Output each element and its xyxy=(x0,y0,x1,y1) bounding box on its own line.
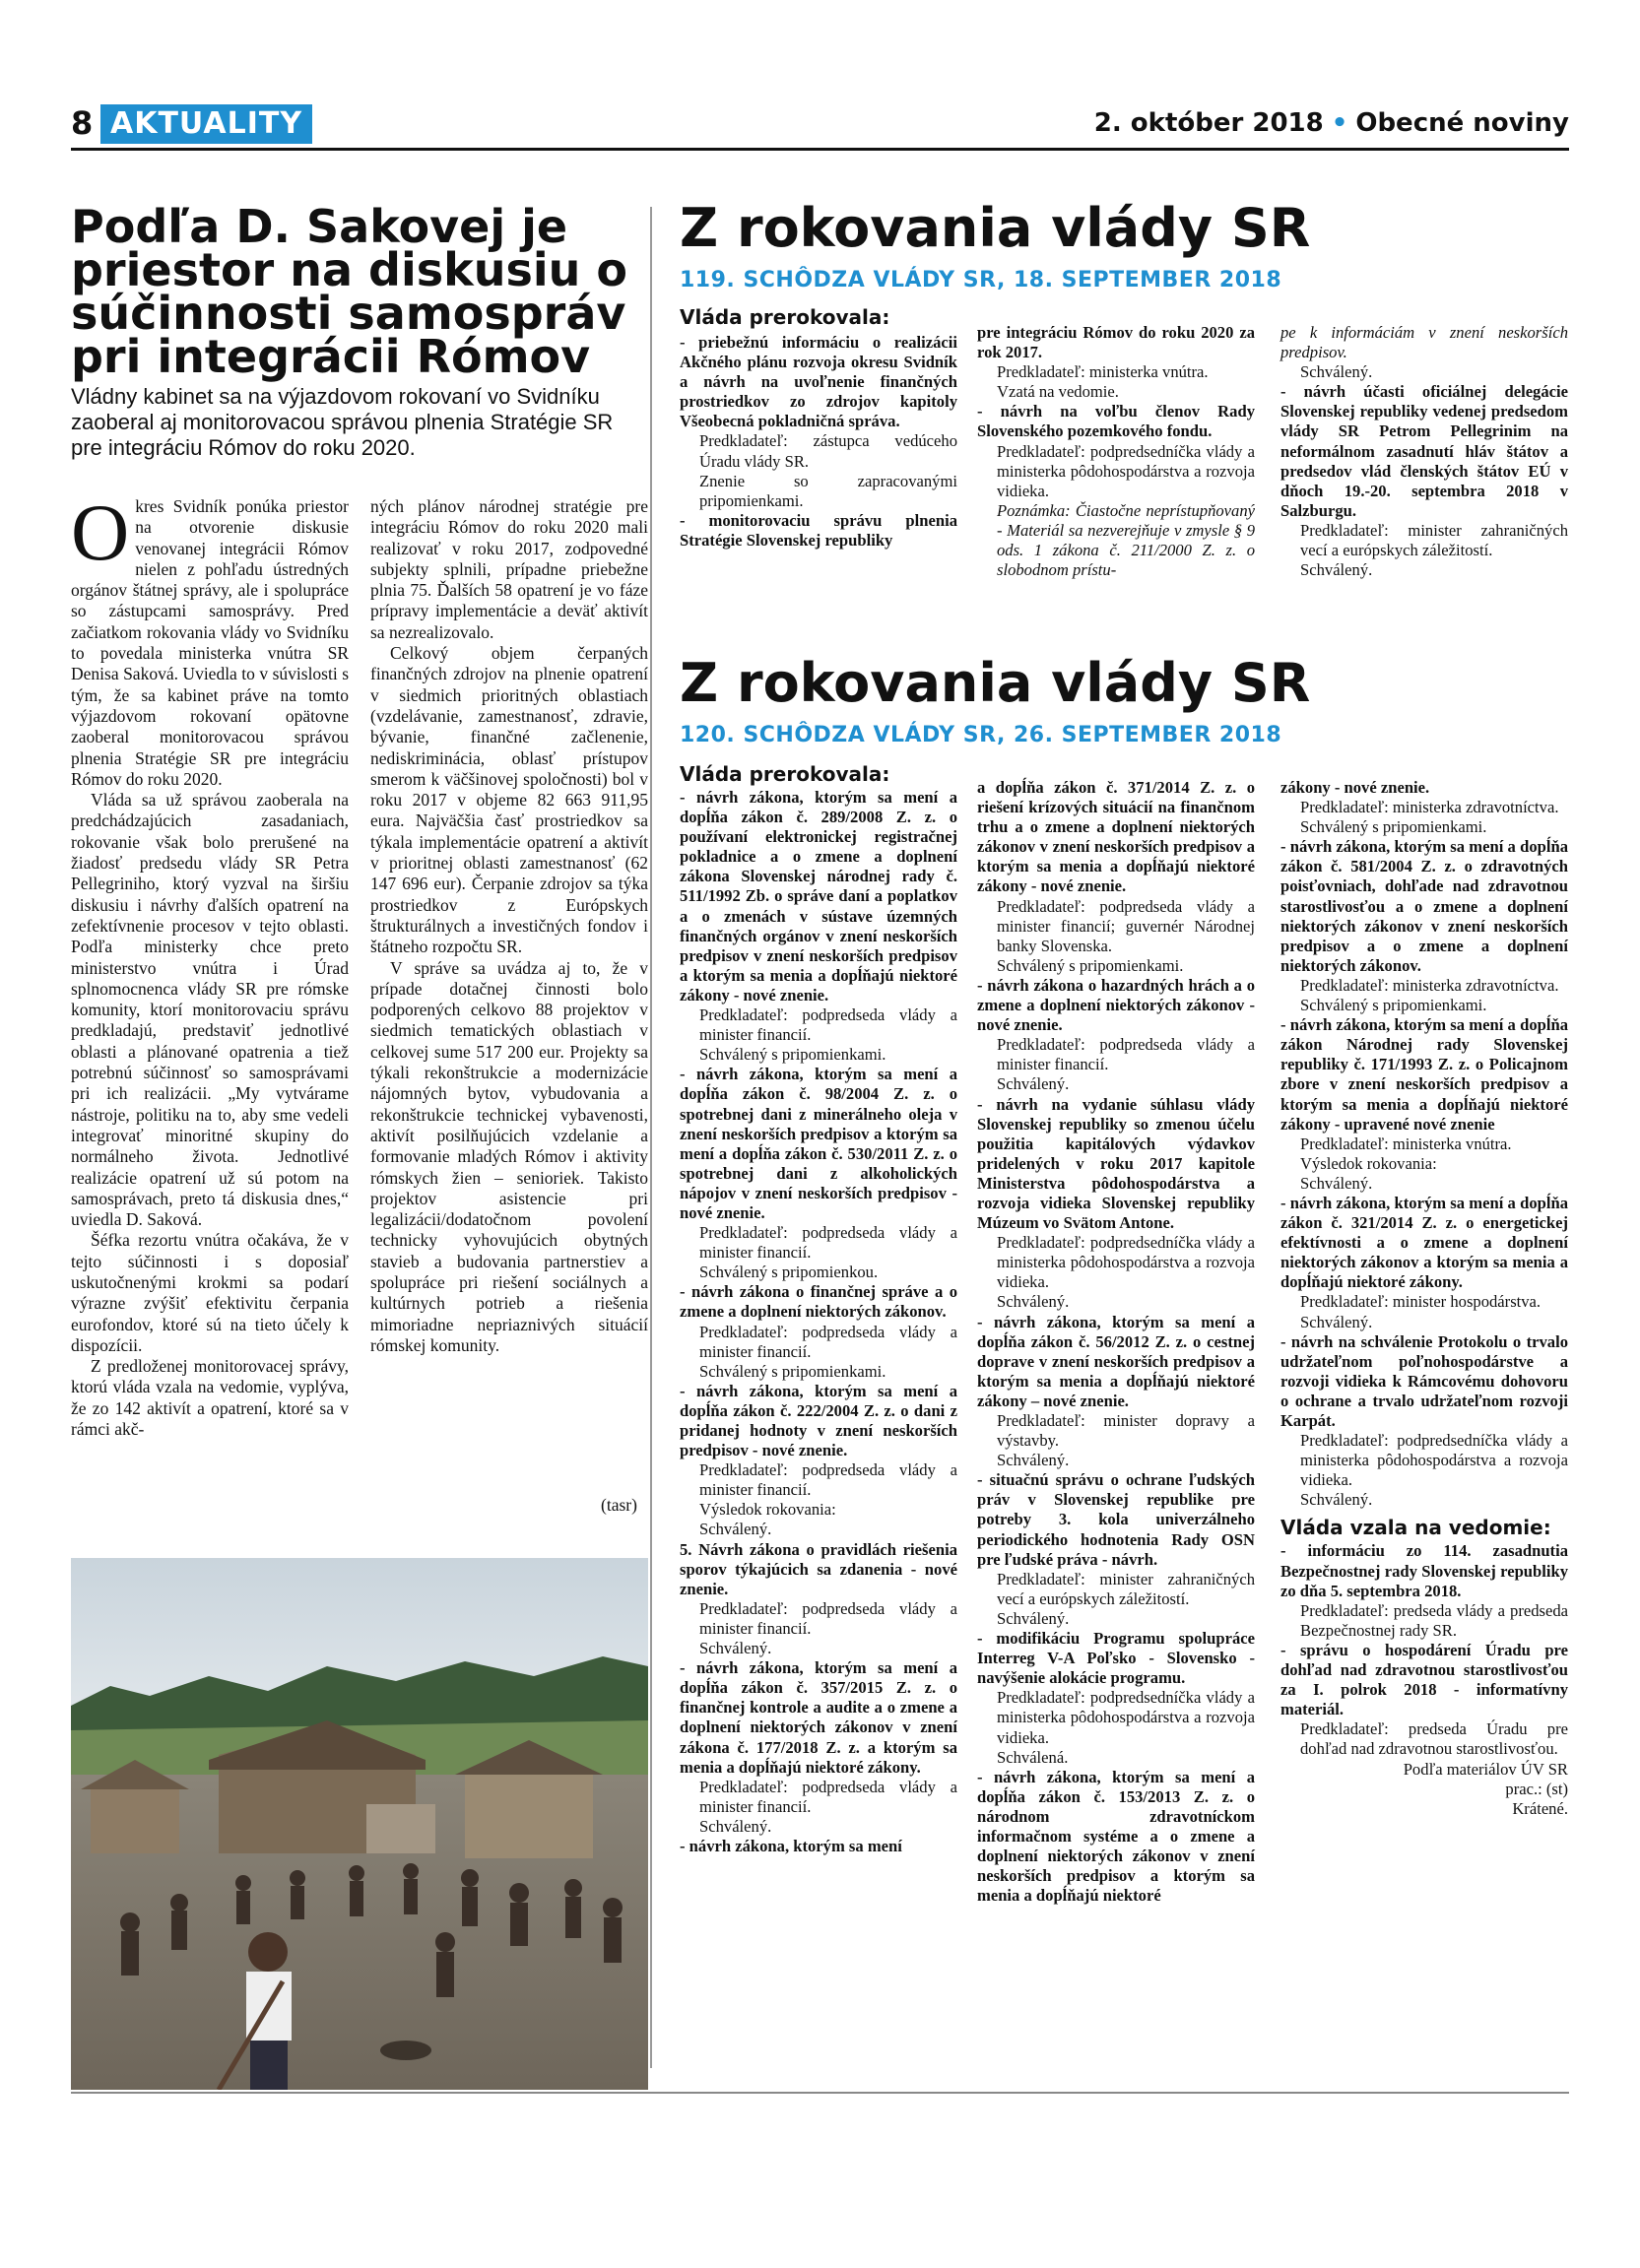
agenda-item: - návrh na vydanie súhlasu vlády Slovenskej republiky so zmenou účelu použitia kapitálových výdavkov pridelených v roku 2017 kapitole Ministerstva pôdohospodárstva a rozvoja vidieka Slovenskej republiky Múzeum vo Svätom Antone. xyxy=(977,1094,1255,1233)
paragraph: Vláda sa už správou zaoberala na predchádzajúcich zasadaniach, rokovanie však bolo prerušené na žiadosť predsedu vlády SR Petra Pellegriniho, ktorý vyzval na širšiu diskusiu i návrhy ďalších opatrení na zefektívnenie procesov v tejto oblasti. Podľa ministerky chce preto ministerstvo vnútra i Úrad splnomocnenca vlády SR pre rómske komunity, ktorí monitorovaciu správu predkladajú, predstaviť jednotlivé oblasti a plánované opatrenia a tiež potrebnú súčinnosť so samosprávami pri ich realizácii. „My vytvárame nástroje, politiku na to, aby sme vedeli integrovať minoritné skupiny do normálneho života. Jednotlivé realizácie opatrení už sú potom na samosprávach, preto tá diskusia dnes,“ uviedla D. Saková. xyxy=(71,790,349,1230)
agenda-note: Predkladateľ: ministerka vnútra. xyxy=(997,362,1209,382)
agenda-note: Schválený s pripomienkami. xyxy=(1300,996,1487,1015)
agenda-item: - správu o hospodárení Úradu pre dohľad nad zdravotnou starostlivosťou za I. polrok 2018 - informatívny materiál. xyxy=(1280,1640,1568,1719)
paragraph: Z predloženej monitorovacej správy, ktorú vláda vzala na vedomie, vyplýva, že zo 142 aktivít a opatrení, ktoré sa v rámci akč- xyxy=(71,1356,349,1440)
agenda-note: Predkladateľ: ministerka zdravotníctva. xyxy=(1300,798,1559,817)
agenda-item: 5. Návrh zákona o pravidlách riešenia sporov týkajúcich sa zdanenia - nové znenie. xyxy=(680,1539,957,1598)
agenda-note: Predkladateľ: podpredseda vlády a minister financií. xyxy=(699,1223,957,1263)
paragraph: Šéfka rezortu vnútra očakáva, že v tejto súčinnosti i s doposiaľ uskutočnenými krokmi sa podarí výrazne zvýšiť efektivitu čerpania eurofondov, ktoré sú na tieto účely k dispozícii. xyxy=(71,1230,349,1355)
session-subtitle-120: 120. SCHÔDZA VLÁDY SR, 26. SEPTEMBER 2018 xyxy=(680,723,1282,747)
agenda-note: Predkladateľ: podpredseda vlády a minister financií. xyxy=(997,1035,1255,1074)
session-119-col-1 xyxy=(680,333,957,551)
agenda-item: - modifikáciu Programu spolupráce Interreg V-A Poľsko - Slovensko - navýšenie alokácie programu. xyxy=(977,1629,1255,1688)
agenda-item: - informáciu zo 114. zasadnutia Bezpečnostnej rady Slovenskej republiky zo dňa 5. septembra 2018. xyxy=(1280,1541,1568,1600)
source-credit: Podľa materiálov ÚV SR xyxy=(1403,1759,1568,1779)
agenda-item: - priebežnú informáciu o realizácii Akčného plánu rozvoja okresu Svidník a návrh na uvoľnenie finančných prostriedkov zo zdrojov kapitoly Všeobecná pokladničná správa. xyxy=(680,333,957,431)
session-120-col-3 xyxy=(1280,778,1568,1819)
section-label: AKTUALITY xyxy=(100,104,312,144)
agenda-note: Schválený. xyxy=(1300,1490,1373,1510)
agenda-item: - návrh zákona, ktorým sa mení a dopĺňa zákon č. 321/2014 Z. z. o energetickej efektívnosti a o zmene a doplnení niektorých zákonov a ktorým sa menia a dopĺňajú niektoré zákony. xyxy=(1280,1193,1568,1292)
publication-name: Obecné noviny xyxy=(1355,108,1569,138)
agenda-note: Predkladateľ: podpredseda vlády a minister financií. xyxy=(699,1005,957,1045)
agenda-note: Výsledok rokovania: xyxy=(699,1500,836,1520)
dropcap: O xyxy=(71,487,130,577)
agenda-remark: pe k informáciám v znení neskorších predpisov. xyxy=(1280,323,1568,362)
agenda-item: - návrh zákona o finančnej správe a o zmene a doplnení niektorých zákonov. xyxy=(680,1282,957,1322)
column-divider xyxy=(650,207,652,2068)
agenda-note: Predkladateľ: podpredseda vlády a minister financií. xyxy=(699,1598,957,1638)
agenda-item: zákony - nové znenie. xyxy=(1280,778,1430,797)
agenda-note: Predkladateľ: minister hospodárstva. xyxy=(1300,1292,1542,1312)
header-rule xyxy=(71,148,1569,151)
agenda-note: Predkladateľ: minister zahraničných vecí a európskych záležitostí. xyxy=(997,1569,1255,1608)
agenda-note: Predkladateľ: podpredseda vlády a minister financií. xyxy=(699,1460,957,1500)
agenda-item: - návrh zákona o hazardných hrách a o zmene a doplnení niektorých zákonov - nové znenie. xyxy=(977,975,1255,1035)
article-lead: Vládny kabinet sa na výjazdovom rokovaní vo Svidníku zaoberal aj monitorovacou správou plnenia Stratégie SR pre integráciu Rómov do roku 2020. xyxy=(71,384,614,460)
agenda-item: a dopĺňa zákon č. 371/2014 Z. z. o riešení krízových situácií na finančnom trhu a o zmene a doplnení niektorých zákonov v znení neskorších predpisov a ktorým sa menia a dopĺňajú niektoré zákony - nové znenie. xyxy=(977,778,1255,896)
session-119-col-3 xyxy=(1280,323,1568,580)
agenda-note: Výsledok rokovania: xyxy=(1300,1153,1437,1173)
agenda-note: Predkladateľ: podpredseda vlády a minister financií. xyxy=(699,1777,957,1816)
article-column-2 xyxy=(370,496,648,1356)
agenda-note: Schválený. xyxy=(1300,362,1373,382)
page-header xyxy=(71,102,1569,146)
article-title: Podľa D. Sakovej je priestor na diskusiu o súčinnosti samospráv pri integrácii Rómov xyxy=(71,200,627,383)
agenda-note: Predkladateľ: minister dopravy a výstavby. xyxy=(997,1411,1255,1451)
heading-discussed-119: Vláda prerokovala: xyxy=(680,305,890,329)
paragraph: V správe sa uvádza aj to, že v prípade dotačnej činnosti bolo podporených celkovo 88 projektov v siedmich tematických oblastiach v celkovej sume 517 200 eur. Projekty sa týkali rekonštrukcie a modernizácie nájomných bytov, vybudovania a rekonštrukcie technickej vybavenosti, aktivít posilňujúcich vzdelanie a formovanie mladých Rómov i aktivity rómskych žien – senioriek. Takisto projektov asistencie pri legalizácii/dodatočnom povolení technicky vyhovujúcich obytných stavieb a budovania partnerstiev a spolupráce pri riešení sociálnych a kultúrnych potrieb a riešenia mimoriadne nepriaznivých situácií rómskej komunity. xyxy=(370,957,648,1355)
session-120-col-2 xyxy=(977,778,1255,1906)
agenda-item: - monitorovaciu správu plnenia Stratégie Slovenskej republiky xyxy=(680,510,957,550)
article-source: (tasr) xyxy=(601,1495,637,1515)
abridged-note: Krátené. xyxy=(1512,1798,1568,1818)
agenda-note: Vzatá na vedomie. xyxy=(997,382,1119,402)
agenda-note: Predkladateľ: podpredsedníčka vlády a ministerka pôdohospodárstva a rozvoja vidieka. xyxy=(1300,1431,1568,1490)
agenda-note: Schválený s pripomienkami. xyxy=(1300,817,1487,837)
agenda-note: Schválený. xyxy=(997,1608,1070,1628)
agenda-note: Schválený. xyxy=(699,1639,772,1658)
agenda-item: - situačnú správu o ochrane ľudských práv v Slovenskej republike pre potreby 3. kola univerzálneho periodického hodnotenia Rady OSN pre ľudské práva - návrh. xyxy=(977,1470,1255,1569)
agenda-note: Schválený. xyxy=(997,1451,1070,1470)
agenda-item: - návrh zákona, ktorým sa mení a dopĺňa zákon č. 98/2004 Z. z. o spotrebnej dani z minerálneho oleja v znení neskorších predpisov a ktorým sa mení a dopĺňa zákon č. 530/2011 Z. z. o spotrebnej dani z alkoholických nápojov v znení neskorších predpisov - nové znenie. xyxy=(680,1065,957,1222)
heading-discussed-120: Vláda prerokovala: xyxy=(680,762,890,786)
agenda-item: - návrh zákona, ktorým sa mení a dopĺňa zákon č. 56/2012 Z. z. o cestnej doprave v znení neskorších predpisov a ktorým sa menia a dopĺňajú niektoré zákony – nové znenie. xyxy=(977,1312,1255,1410)
author-credit: prac.: (st) xyxy=(1505,1779,1568,1798)
agenda-note: Predkladateľ: podpredseda vlády a minister financií. xyxy=(699,1322,957,1361)
session-subtitle-119: 119. SCHÔDZA VLÁDY SR, 18. SEPTEMBER 2018 xyxy=(680,268,1282,292)
agenda-remark: Poznámka: Čiastočne neprístupňovaný - Materiál sa nezverejňuje v zmysle § 9 ods. 1 zákona č. 211/2000 Z. z. o slobodnom prístu- xyxy=(997,500,1255,580)
article-column-1 xyxy=(71,487,349,1440)
paragraph: kres Svidník ponúka priestor na otvorenie diskusie venovanej integrácii Rómov nielen z pohľadu ústredných orgánov štátnej správy, ale i spolupráce so zástupcami samosprávy. Pred začiatkom rokovania vlády vo Svidníku to povedala ministerka vnútra SR Denisa Saková. Uviedla to v súvislosti s tým, že sa kabinet práve na tomto výjazdovom rokovaní opätovne zaoberal monitorovacou správou plnenia Stratégie SR pre integráciu Rómov do roku 2020. xyxy=(71,496,349,789)
page-number: 8 xyxy=(71,104,94,142)
agenda-note: Schválený s pripomienkami. xyxy=(699,1045,886,1065)
agenda-note: Schválený s pripomienkami. xyxy=(997,955,1184,975)
agenda-item: - návrh na voľbu členov Rady Slovenského pozemkového fondu. xyxy=(977,402,1255,441)
issue-date: 2. október 2018 xyxy=(1093,108,1324,138)
paragraph: Celkový objem čerpaných finančných zdrojov na plnenie opatrení v siedmich prioritných oblastiach (vzdelávanie, zamestnanosť, zdravie, bývanie, finančné začlenenie, nediskriminácia, oblasť prístupov smerom k väčšinovej spoločnosti) bol v roku 2017 v objeme 82 663 911,95 eura. Najväčšia časť prostriedkov sa týkala implementácie opatrení a aktivít v prioritnej oblasti zamestnanosť (62 147 696 eur). Čerpanie zdrojov sa týka prostriedkov z Európskych štrukturálnych a investičných fondov i štátneho rozpočtu SR. xyxy=(370,643,648,957)
agenda-note: Schválená. xyxy=(997,1747,1069,1767)
settlement-photo xyxy=(71,1558,648,2090)
agenda-note: Schválený. xyxy=(699,1816,772,1836)
section-title-119: Z rokovania vlády SR xyxy=(680,197,1311,259)
agenda-note: Predkladateľ: ministerka zdravotníctva. xyxy=(1300,975,1559,995)
issue-info xyxy=(1094,108,1569,138)
agenda-note: Predkladateľ: predseda vlády a predseda Bezpečnostnej rady SR. xyxy=(1300,1600,1568,1640)
article-photo xyxy=(71,1558,648,2090)
agenda-item: - návrh zákona, ktorým sa mení a dopĺňa zákon č. 153/2013 Z. z. o národnom zdravotníckom informačnom systéme a o zmene a doplnení niektorých zákonov v znení neskorších predpisov a ktorým sa menia a dopĺňajú niektoré xyxy=(977,1767,1255,1906)
agenda-note: Predkladateľ: predseda Úradu pre dohľad nad zdravotnou starostlivosťou. xyxy=(1300,1719,1568,1759)
agenda-note: Predkladateľ: ministerka vnútra. xyxy=(1300,1134,1512,1153)
agenda-item: pre integráciu Rómov do roku 2020 za rok 2017. xyxy=(977,323,1255,362)
agenda-item: - návrh zákona, ktorým sa mení xyxy=(680,1836,902,1855)
agenda-item: - návrh zákona, ktorým sa mení a dopĺňa zákon č. 289/2008 Z. z. o používaní elektronickej registračnej pokladnice a o zmene a doplnení zákona Slovenskej národnej rady č. 511/1992 Zb. o správe daní a poplatkov a o zmenách v sústave územných finančných orgánov v znení neskorších predpisov v znení neskorších predpisov a ktorým sa menia a dopĺňajú niektoré zákony - nové znenie. xyxy=(680,788,957,1004)
agenda-note: Schválený. xyxy=(997,1292,1070,1312)
section-title-120: Z rokovania vlády SR xyxy=(680,652,1311,714)
agenda-note: Predkladateľ: podpredsedníčka vlády a ministerka pôdohospodárstva a rozvoja vidieka. xyxy=(997,1688,1255,1747)
agenda-item: - návrh zákona, ktorým sa mení a dopĺňa zákon č. 357/2015 Z. z. o finančnej kontrole a audite a o zmene a doplnení niektorých zákonov v znení zákona č. 177/2018 Z. z. a ktorým sa menia a dopĺňajú niektoré zákony. xyxy=(680,1658,957,1777)
agenda-note: Znenie so zapracovanými pripomienkami. xyxy=(699,471,957,510)
agenda-item: - návrh zákona, ktorým sa mení a dopĺňa zákon Národnej rady Slovenskej republiky č. 171/1993 Z. z. o Policajnom zbore v znení neskorších predpisov a ktorým sa menia a dopĺňajú niektoré zákony - upravené nové znenie xyxy=(1280,1015,1568,1134)
session-120-col-1 xyxy=(680,788,957,1856)
agenda-note: Schválený. xyxy=(699,1520,772,1539)
agenda-note: Schválený. xyxy=(1300,1173,1373,1193)
heading-acknowledged-120: Vláda vzala na vedomie: xyxy=(1280,1516,1551,1540)
footer-rule xyxy=(71,2092,1569,2094)
agenda-note: Schválený. xyxy=(1300,1312,1373,1331)
agenda-item: - návrh zákona, ktorým sa mení a dopĺňa zákon č. 222/2004 Z. z. o dani z pridanej hodnoty v znení neskorších predpisov - nové znenie. xyxy=(680,1381,957,1460)
agenda-note: Predkladateľ: podpredsedníčka vlády a ministerka pôdohospodárstva a rozvoja vidieka. xyxy=(997,441,1255,500)
agenda-note: Schválený s pripomienkou. xyxy=(699,1263,879,1282)
agenda-note: Schválený s pripomienkami. xyxy=(699,1361,886,1381)
agenda-note: Predkladateľ: zástupca vedúceho Úradu vlády SR. xyxy=(699,431,957,471)
agenda-item: - návrh na schválenie Protokolu o trvalo udržateľnom poľnohospodárstve a rozvoji vidieka k Rámcovému dohovoru o ochrane a trvalo udržateľnom rozvoji Karpát. xyxy=(1280,1331,1568,1430)
agenda-note: Predkladateľ: minister zahraničných vecí a európskych záležitostí. xyxy=(1300,520,1568,560)
agenda-note: Schválený. xyxy=(1300,560,1373,580)
agenda-item: - návrh účasti oficiálnej delegácie Slovenskej republiky vedenej predsedom vlády SR Petrom Pellegrinim na neformálnom zasadnutí hláv štátov a predsedov vlád členských štátov EÚ v dňoch 19.-20. septembra 2018 v Salzburgu. xyxy=(1280,382,1568,520)
agenda-note: Predkladateľ: podpredsedníčka vlády a ministerka pôdohospodárstva a rozvoja vidieka. xyxy=(997,1233,1255,1292)
session-119-col-2 xyxy=(977,323,1255,580)
separator-dot: • xyxy=(1331,108,1348,138)
agenda-note: Schválený. xyxy=(997,1074,1070,1094)
paragraph: ných plánov národnej stratégie pre integráciu Rómov do roku 2020 mali realizovať v roku 2017, zodpovedné subjekty splnili, prípadne priebežne plnia 75. Ďalších 58 opatrení je vo fáze prípravy implementácie a deväť aktivít sa nezrealizovalo. xyxy=(370,496,648,642)
agenda-note: Predkladateľ: podpredseda vlády a minister financií; guvernér Národnej banky Slovenska. xyxy=(997,896,1255,955)
agenda-item: - návrh zákona, ktorým sa mení a dopĺňa zákon č. 581/2004 Z. z. o zdravotných poisťovniach, dohľade nad zdravotnou starostlivosťou a o zmene a doplnení niektorých zákonov v znení neskorších predpisov a o zmene a doplnení niektorých zákonov. xyxy=(1280,837,1568,975)
